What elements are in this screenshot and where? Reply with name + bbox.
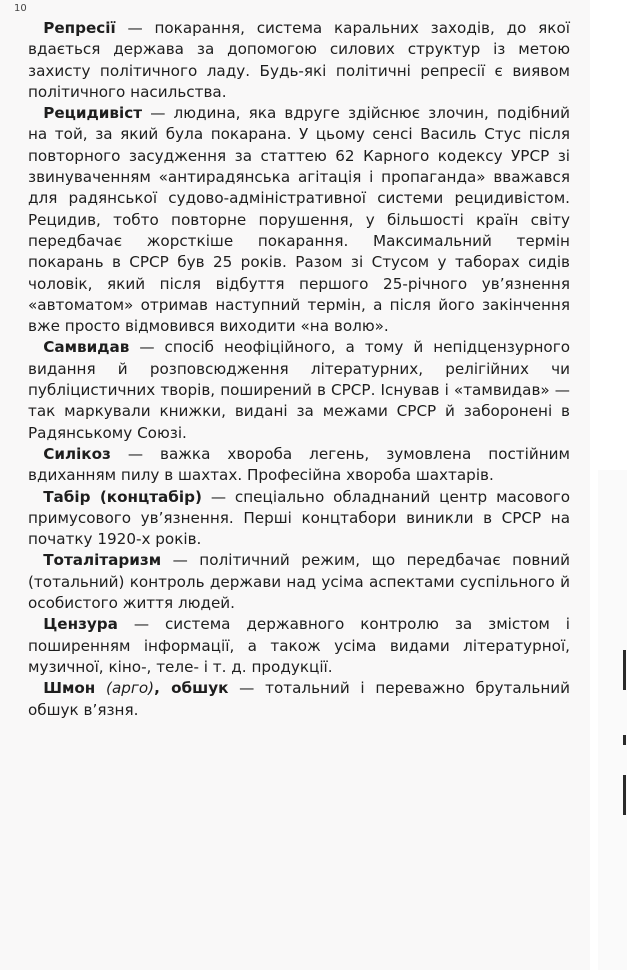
glossary-entry	[28, 550, 570, 614]
glossary-usage-note: (арго)	[106, 679, 155, 698]
glossary-list	[28, 18, 570, 721]
glossary-entry	[28, 103, 570, 337]
glossary-term: Силікоз	[43, 444, 111, 463]
glossary-definition: — політичний режим, що передбачає повний (тотальний) контроль держави над усіма аспектами суспільного й особистого життя людей.	[28, 551, 570, 613]
edge-mark	[623, 735, 626, 745]
page-number: 10	[14, 3, 27, 14]
glossary-definition: — людина, яка вдруге здійснює злочин, подібний на той, за який була покарана. У цьому сенсі Василь Стус після повторного засудження за статтею 62 Карного кодексу УРСР зі звинуваченням «антирадянська агітація і пропаганда» вважався для радянської судово-адміністративної системи рецидивістом. Рецидив, тобто повторне порушення, у більшості країн світу передбачає жорсткіше покарання. Максимальний термін покарань в СРСР був 25 років. Разом зі Стусом у таборах сидів чоловік, який після відбуття першого 25-річного ув’язнення «автоматом» отримав наступний термін, а після його закінчення вже просто відмовився виходити «на волю».	[28, 104, 570, 336]
edge-mark	[623, 775, 626, 815]
glossary-entry	[28, 18, 570, 103]
glossary-term: Самвидав	[43, 338, 130, 357]
glossary-term: Тоталітаризм	[43, 551, 162, 570]
glossary-entry	[28, 678, 570, 721]
glossary-definition: — тотальний і переважно брутальний обшук в’язня.	[28, 679, 571, 719]
glossary-entry	[28, 337, 570, 443]
glossary-term-synonym: , обшук	[154, 679, 229, 698]
adjacent-page-edge	[598, 470, 627, 970]
glossary-term: Цензура	[43, 615, 118, 634]
glossary-entry	[28, 487, 570, 551]
glossary-term: Табір (концтабір)	[43, 487, 202, 506]
glossary-entry	[28, 444, 570, 487]
glossary-definition: — спеціально обладнаний центр масового примусового ув’язнення. Перші концтабори виникли в СРСР на початку 1920-х років.	[28, 487, 571, 549]
glossary-entry	[28, 614, 570, 678]
glossary-definition: — покарання, система каральних заходів, до якої вдається держава за допомогою силових структур із метою захисту політичного ладу. Будь-які політичні репресії є виявом політичного насильства.	[28, 19, 570, 101]
glossary-definition: — важка хвороба легень, зумовлена постійним вдиханням пилу в шахтах. Професійна хвороба шахтарів.	[28, 444, 570, 485]
glossary-definition: — система державного контролю за змістом і поширенням інформації, а також усіма видами літературної, музичної, кіно-, теле- і т. д. продукції.	[28, 615, 570, 676]
glossary-term: Шмон	[43, 679, 96, 698]
edge-mark	[623, 650, 626, 690]
glossary-term: Рецидивіст	[43, 104, 143, 123]
glossary-definition: — спосіб неофіційного, а тому й непідцензурного видання й розповсюдження літературних, релігійних чи публіцистичних творів, поширений в СРСР. Існував і «тамвидав» — так маркували книжки, видані за межами СРСР й заборонені в Радянському Союзі.	[28, 338, 570, 442]
glossary-term: Репресії	[43, 19, 116, 37]
